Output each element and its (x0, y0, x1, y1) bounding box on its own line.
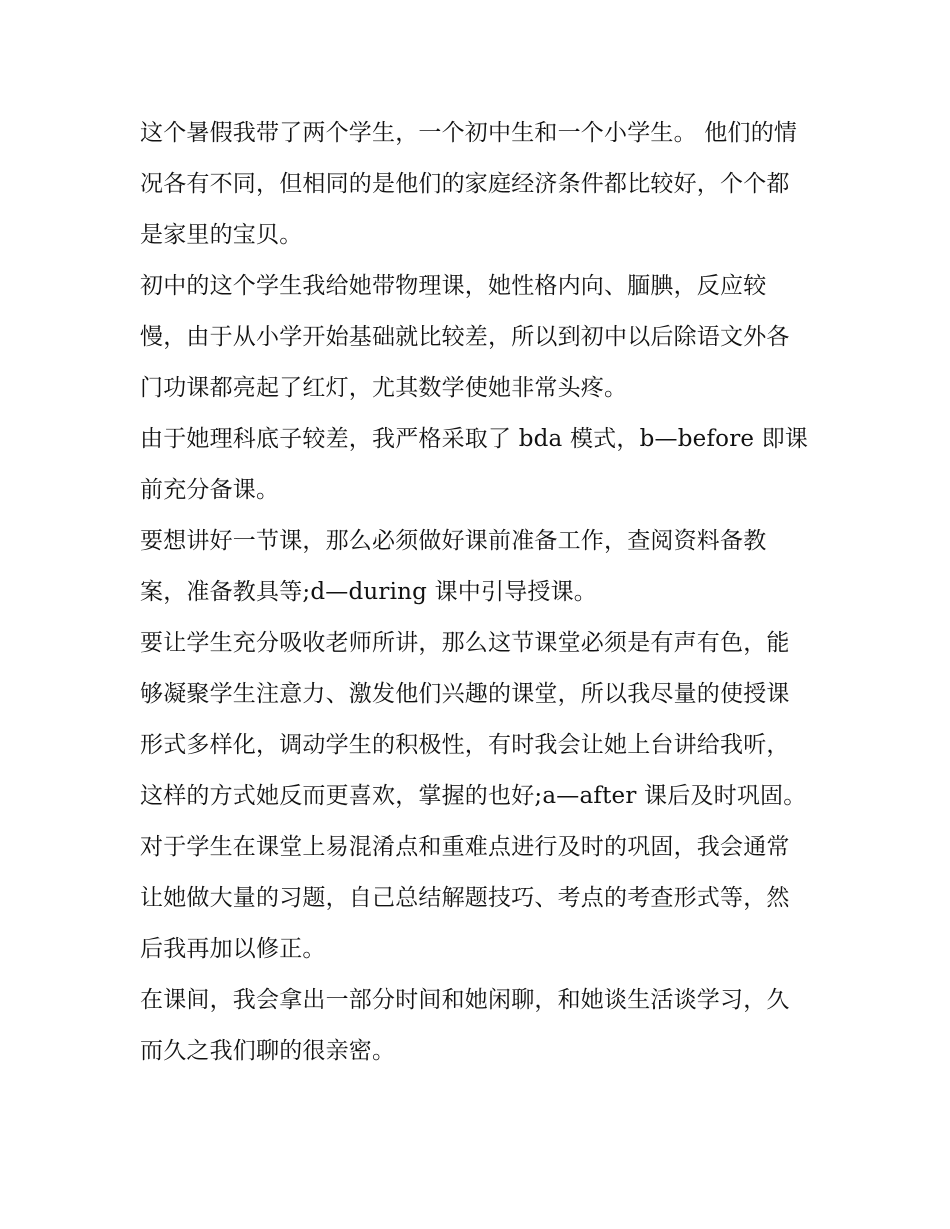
paragraph-6: 对于学生在课堂上易混淆点和重难点进行及时的巩固，我会通常让她做大量的习题，自己总结解题技巧、考点的考查形式等，然后我再加以修正。 (140, 834, 790, 962)
paragraph-7: 在课间，我会拿出一部分时间和她闲聊，和她谈生活谈学习，久而久之我们聊的很亲密。 (140, 987, 790, 1064)
paragraph-2: 初中的这个学生我给她带物理课，她性格内向、腼腆，反应较慢，由于从小学开始基础就比较差，所以到初中以后除语文外各门功课都亮起了红灯，尤其数学使她非常头疼。 (140, 273, 790, 401)
paragraph-4: 要想讲好一节课，那么必须做好课前准备工作，查阅资料备教案，准备教具等;d—during 课中引导授课。 (140, 528, 767, 605)
paragraph-1: 这个暑假我带了两个学生，一个初中生和一个小学生。 他们的情况各有不同，但相同的是他们的家庭经济条件都比较好，个个都是家里的宝贝。 (140, 120, 798, 248)
paragraph-5: 要让学生充分吸收老师所讲，那么这节课堂必须是有声有色，能够凝聚学生注意力、激发他们兴趣的课堂，所以我尽量的使授课形式多样化，调动学生的积极性，有时我会让她上台讲给我听，这样的方式她反而更喜欢，掌握的也好;a—after 课后及时巩固。 (140, 630, 807, 809)
paragraph-3: 由于她理科底子较差，我严格采取了 bda 模式，b—before 即课前充分备课。 (140, 426, 809, 503)
document-body (140, 108, 812, 1077)
